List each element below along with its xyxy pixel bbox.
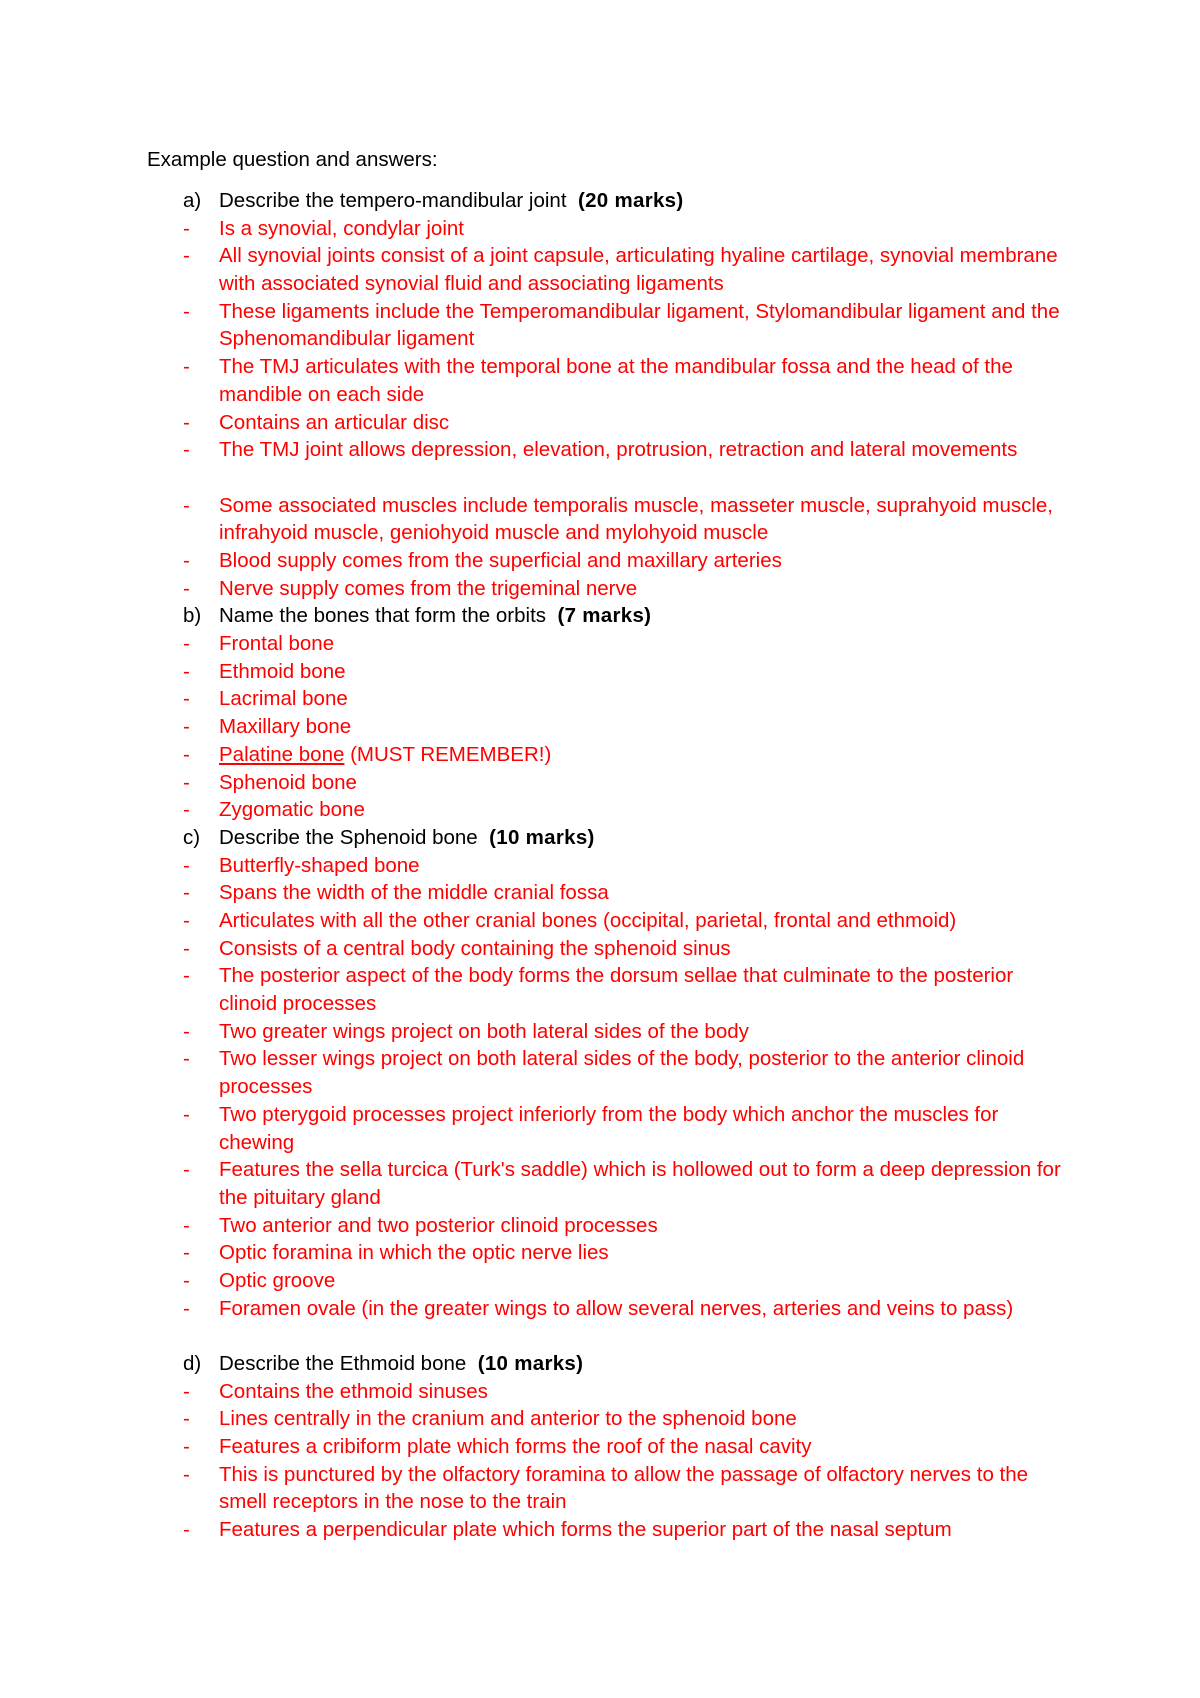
answer-item — [0, 1101, 1200, 1156]
answer-text: Is a synovial, condylar joint — [219, 216, 464, 240]
bullet-dash: - — [183, 438, 190, 462]
bullet-dash: - — [183, 1268, 190, 1292]
bullet-dash: - — [183, 1158, 190, 1182]
answer-text: Foramen ovale (in the greater wings to allow several nerves, arteries and veins to pass) — [219, 1296, 1014, 1320]
answer-item — [0, 353, 1200, 408]
question-label: c) — [183, 825, 201, 849]
answer-text: Ethmoid bone — [219, 659, 346, 683]
bullet-dash: - — [183, 1213, 190, 1237]
answer-item — [0, 1045, 1200, 1100]
bullet-dash: - — [183, 1102, 190, 1126]
bullet-dash: - — [183, 216, 190, 240]
question-marks: (10 marks) — [477, 1352, 584, 1376]
bullet-dash: - — [183, 410, 190, 434]
bullet-dash: - — [183, 936, 190, 960]
question-b — [0, 602, 1200, 630]
must-remember-note: (MUST REMEMBER!) — [344, 742, 552, 766]
answer-item — [0, 1516, 1200, 1544]
question-marks: (10 marks) — [489, 825, 595, 849]
answer-item — [0, 1378, 1200, 1406]
bullet-dash: - — [183, 659, 190, 683]
answer-text: Zygomatic bone — [219, 798, 365, 822]
answer-item — [0, 907, 1200, 935]
bullet-dash: - — [183, 1407, 190, 1431]
answer-text: Frontal bone — [219, 632, 335, 656]
answer-text: Optic groove — [219, 1268, 336, 1292]
answer-item — [0, 796, 1200, 824]
answer-item — [0, 935, 1200, 963]
bullet-dash: - — [183, 576, 190, 600]
answer-text: The posterior aspect of the body forms the dorsum sellae that culminate to the posterior clinoid processes — [219, 964, 1014, 1016]
bullet-dash: - — [183, 244, 190, 268]
answer-item — [0, 1267, 1200, 1295]
answer-item — [0, 1156, 1200, 1211]
bullet-dash: - — [183, 493, 190, 517]
answer-item — [0, 962, 1200, 1017]
bullet-dash: - — [183, 1518, 190, 1542]
question-marks: (7 marks) — [557, 604, 652, 628]
answer-text: Maxillary bone — [219, 715, 352, 739]
answer-text: Nerve supply comes from the trigeminal nerve — [219, 576, 638, 600]
answer-item — [0, 409, 1200, 437]
answer-item — [0, 879, 1200, 907]
bullet-dash: - — [183, 1047, 190, 1071]
answer-item — [0, 713, 1200, 741]
bullet-dash: - — [183, 1435, 190, 1459]
answer-text: These ligaments include the Temperomandibular ligament, Stylomandibular ligament and the Sphenomandibular ligament — [219, 299, 1060, 351]
bullet-dash: - — [183, 1379, 190, 1403]
answer-text: Optic foramina in which the optic nerve lies — [219, 1241, 609, 1265]
answer-text: Contains an articular disc — [219, 410, 450, 434]
question-list — [0, 187, 1200, 1544]
question-d — [0, 1350, 1200, 1378]
answer-text: Lacrimal bone — [219, 687, 348, 711]
bullet-dash: - — [183, 742, 190, 766]
answer-text: Blood supply comes from the superficial and maxillary arteries — [219, 549, 782, 573]
answer-text: Some associated muscles include temporalis muscle, masseter muscle, suprahyoid muscle, infrahyoid muscle, geniohyoid muscle and mylohyoid muscle — [219, 493, 1054, 545]
answer-item — [0, 658, 1200, 686]
answer-item — [0, 298, 1200, 353]
answer-text: Two pterygoid processes project inferiorly from the body which anchor the muscles for chewing — [219, 1102, 999, 1154]
bullet-dash: - — [183, 798, 190, 822]
answer-text: Consists of a central body containing the sphenoid sinus — [219, 936, 731, 960]
answer-item — [0, 852, 1200, 880]
answer-item — [0, 1461, 1200, 1516]
question-text: Name the bones that form the orbits — [219, 604, 547, 628]
answer-item — [0, 1018, 1200, 1046]
bullet-dash: - — [183, 1296, 190, 1320]
bullet-dash: - — [183, 1241, 190, 1265]
answer-item — [0, 575, 1200, 603]
answer-item — [0, 492, 1200, 547]
bullet-dash: - — [183, 715, 190, 739]
bullet-dash: - — [183, 299, 190, 323]
bullet-dash: - — [183, 355, 190, 379]
palatine-bone-underlined: Palatine bone — [219, 742, 345, 766]
answer-text: Two anterior and two posterior clinoid processes — [219, 1213, 658, 1237]
question-marks: (20 marks) — [577, 189, 684, 212]
answer-text: This is punctured by the olfactory foramina to allow the passage of olfactory nerves to the smell receptors in the nose to the train — [219, 1462, 1029, 1514]
answer-text: All synovial joints consist of a joint capsule, articulating hyaline cartilage, synovial membrane with associated synovial fluid and associating ligaments — [219, 244, 1058, 296]
answer-text: The TMJ articulates with the temporal bone at the mandibular fossa and the head of the mandible on each side — [219, 355, 1013, 406]
answer-item — [0, 630, 1200, 658]
answer-item — [0, 1433, 1200, 1461]
answer-item — [0, 1239, 1200, 1267]
answer-item — [0, 215, 1200, 243]
bullet-dash: - — [183, 881, 190, 905]
answer-text: Spans the width of the middle cranial fossa — [219, 881, 609, 905]
question-text: Describe the Ethmoid bone — [219, 1352, 467, 1376]
bullet-dash: - — [183, 1462, 190, 1486]
question-a — [0, 187, 1200, 215]
answer-item — [0, 242, 1200, 297]
bullet-dash: - — [183, 549, 190, 573]
answer-item — [0, 1295, 1200, 1350]
answer-text: The TMJ joint allows depression, elevation, protrusion, retraction and lateral movements — [219, 438, 1018, 462]
answer-text: Lines centrally in the cranium and anterior to the sphenoid bone — [219, 1407, 797, 1431]
bullet-dash: - — [183, 632, 190, 656]
answer-item-palatine — [0, 741, 1200, 769]
question-label: d) — [183, 1352, 202, 1376]
answer-text: Contains the ethmoid sinuses — [219, 1379, 488, 1403]
document-heading: Example question and answers: — [147, 148, 438, 171]
question-label: b) — [183, 604, 202, 628]
bullet-dash: - — [183, 908, 190, 932]
answer-text: Sphenoid bone — [219, 770, 357, 794]
answer-item — [0, 769, 1200, 797]
bullet-dash: - — [183, 687, 190, 711]
answer-text: Features the sella turcica (Turk's saddle) which is hollowed out to form a deep depression for the pituitary gland — [219, 1158, 1061, 1209]
answer-text: Two greater wings project on both lateral sides of the body — [219, 1019, 749, 1043]
answer-text: Features a cribiform plate which forms the roof of the nasal cavity — [219, 1435, 812, 1459]
answer-text: Two lesser wings project on both lateral sides of the body, posterior to the anterior clinoid processes — [219, 1047, 1025, 1099]
answer-item — [0, 685, 1200, 713]
bullet-dash: - — [183, 770, 190, 794]
answer-item — [0, 1212, 1200, 1240]
question-label: a) — [183, 189, 202, 212]
answer-item — [0, 436, 1200, 491]
answer-item — [0, 1405, 1200, 1433]
answer-text: Articulates with all the other cranial bones (occipital, parietal, frontal and ethmoid) — [219, 908, 957, 932]
bullet-dash: - — [183, 853, 190, 877]
answer-item — [0, 547, 1200, 575]
answer-text: Butterfly-shaped bone — [219, 853, 420, 877]
bullet-dash: - — [183, 1019, 190, 1043]
bullet-dash: - — [183, 964, 190, 988]
question-text: Describe the tempero-mandibular joint — [219, 189, 567, 212]
question-text: Describe the Sphenoid bone — [219, 825, 478, 849]
question-c — [0, 824, 1200, 852]
answer-text: Features a perpendicular plate which forms the superior part of the nasal septum — [219, 1518, 952, 1542]
